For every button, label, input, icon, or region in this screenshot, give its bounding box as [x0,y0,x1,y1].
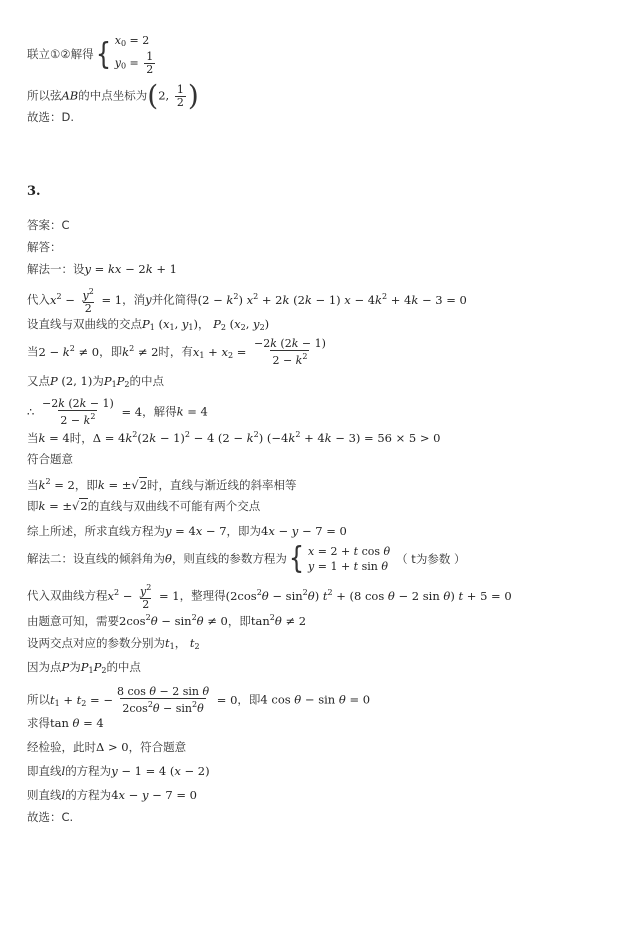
prev-solve-line: 联立①②解得{ $x_0 = 2$ $y_0$ = $\frac{1}{2}$ [27,33,157,76]
midpoint-line: 又点P (2, 1)为$P_1P_2$的中点 [27,374,165,389]
condition-line: 当$2 - k^2 \ne 0$，即$k^2 \ne 2$时，有$x_1 + x_2$ = $\frac{-2k (2k - 1)}{2 - k^2}$ [27,337,326,367]
tan-line: 求得tan θ = 4 [27,716,104,730]
k2b-line: 即k = ±√2的直线与双曲线不可能有两个交点 [27,499,261,513]
line-l-eq: 即直线l的方程为y − 1 = 4 (x − 2) [27,764,210,778]
summary-line: 综上所述，所求直线方程为y = 4x − 7，即为4x − y − 7 = 0 [27,524,347,538]
equation-system: $x_0 = 2$ $y_0$ = $\frac{1}{2}$ [114,34,154,76]
final-choice: 故选：C. [27,810,74,824]
substitute-line: 代入$x^2$ − $\frac{y^2}{2}$ = 1，消y并化简得$(2 - k^2)$ $x^2 + 2k$ (2k − 1) $x - 4k^2 + 4k - 3 = 0$ [27,287,467,315]
k2-line: 当$k^2 = 2$，即k = ±√2时，直线与渐近线的斜率相等 [27,477,297,492]
delta-line: 当k = 4时，$\Delta = 4k^2(2k - 1)^2 - 4$ $(2 - k^2)$ $(-4k^2 + 4k - 3) = 56 \times 5 > 0$ [27,430,441,445]
because-line: 因为点P为$P_1P_2$的中点 [27,660,141,675]
question-number: 3. [27,184,41,199]
line-l-eq-2: 则直线l的方程为4x − y − 7 = 0 [27,788,197,802]
prev-choice: 故选：D. [27,110,75,124]
so-line: 所以$t_1 + t_2$ = − $\frac{\text{8 cos θ − 2 sin θ}}{2\cos^2\theta - \sin^2\theta}$ = 0，即4 cos θ − sin θ = 0 [27,685,371,715]
therefore-line: ∴ $\frac{-2k (2k - 1)}{2 - k^2}$ = 4，解得k = 4 [27,397,208,427]
check-line: 经检验，此时Δ > 0，符合题意 [27,740,187,754]
solution-label: 解答： [27,240,62,254]
meets-line-1: 符合题意 [27,452,73,466]
intersect-line: 设直线与双曲线的交点$P_1$ ($x_1$, $y_1$)， $P_2$ ($x_2$, $y_2$) [27,317,270,332]
method1-line: 解法一：设y = kx − 2k + 1 [27,262,177,276]
left-brace: { [95,36,111,72]
method2-line: 解法二：设直线的倾斜角为θ，则直线的参数方程为{ x = 2 + t cos θ y = 1 + t sin θ （ t为参数 ） [27,541,466,576]
params-line: 设两交点对应的参数分别为$t_1$， $t_2$ [27,636,200,651]
sub2-line: 代入双曲线方程$x^2$ − $\frac{y^2}{2}$ = 1，整理得$(2\cos^2\theta - \sin^2\theta) t^2 + (8$ cos θ − 2 sin θ) t + 5 = 0 [27,583,512,611]
prev-midpoint-line: 所以弦AB的中点坐标为(2, $\frac{1}{2}$ ) [27,79,199,112]
answer-line: 答案：C [27,218,70,232]
need-line: 由题意可知，需要$2\cos^2\theta - \sin^2\theta \ne 0$，即$\tan^2\theta \ne 2$ [27,613,307,628]
left-brace: { [288,541,305,576]
